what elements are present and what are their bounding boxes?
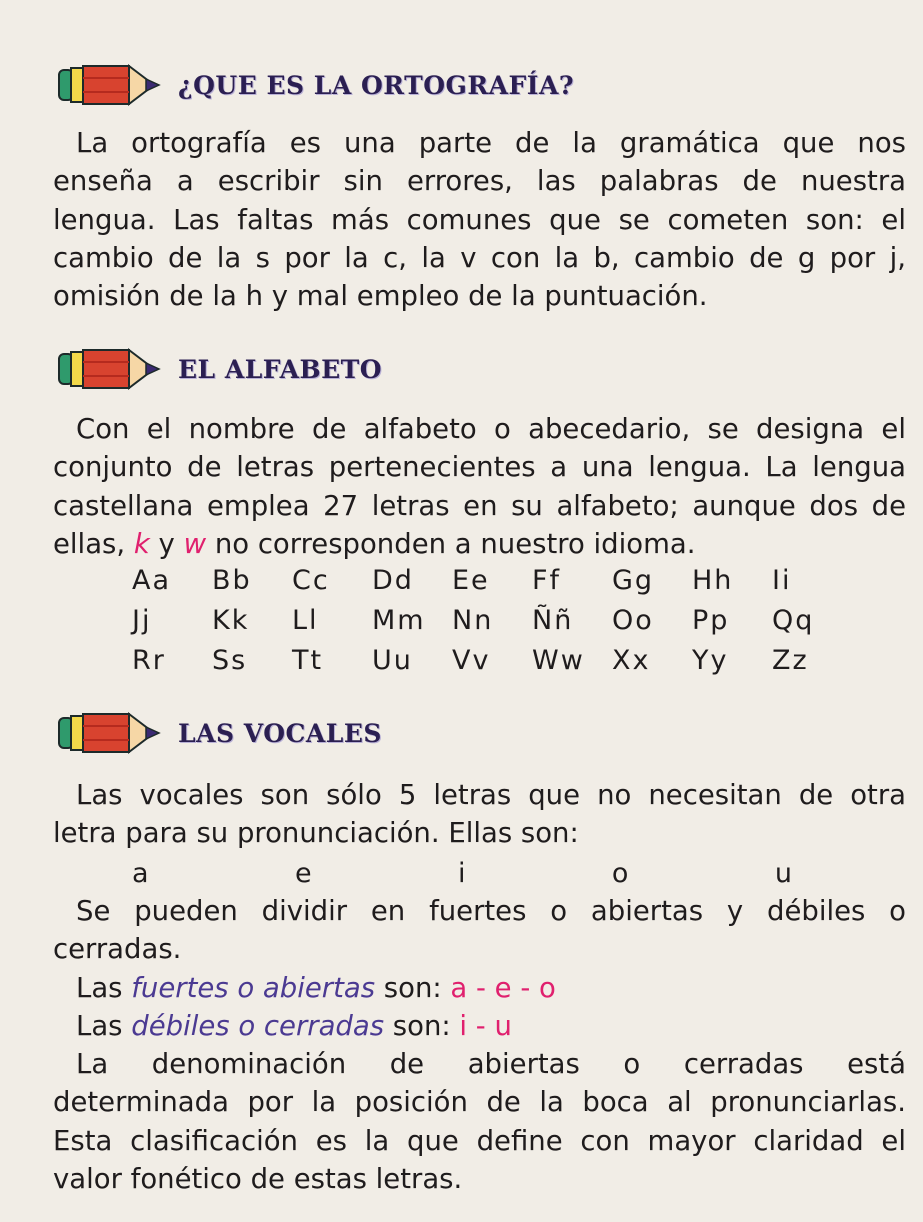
alphabet-row (132, 641, 852, 681)
alphabet-letter: Jj (132, 605, 152, 636)
vowel-list (132, 858, 792, 889)
alphabet-letter: Dd (372, 565, 414, 596)
section-heading-alfabeto (56, 344, 382, 394)
paragraph-ortografia (53, 124, 906, 315)
alphabet-letter: Hh (692, 565, 734, 596)
text-line: Las vocales son sólo 5 letras que no necesitan de otra (76, 779, 906, 811)
text-line: castellana emplea 27 letras en su alfabeto; aunque dos de (53, 489, 906, 522)
alphabet-letter: Aa (132, 565, 172, 596)
text-line: Esta clasificación es la que define con mayor claridad el (53, 1124, 906, 1157)
alphabet-letter: Ii (772, 565, 792, 596)
heading-text: EL ALFABETO (178, 354, 383, 384)
text-line: La ortografía es una parte de la gramática que nos (76, 127, 906, 159)
vowel-letter: i (457, 858, 466, 889)
text-line: Se pueden dividir en fuertes o abiertas y débiles o (76, 895, 906, 927)
alphabet-letter: Qq (772, 605, 815, 636)
alphabet-letter: Ee (452, 565, 490, 596)
heading-text: LAS VOCALES (178, 718, 382, 748)
alphabet-letter: Uu (372, 645, 413, 676)
text-line: cambio de la s por la c, la v con la b, cambio de g por j, (53, 241, 906, 274)
text-line: lengua. Las faltas más comunes que se cometen son: el (53, 203, 906, 236)
strong-vowels-value: a - e - o (450, 971, 556, 1004)
alphabet-letter: Pp (692, 605, 730, 636)
text-fragment: ellas, (53, 527, 134, 560)
letter-w: w (183, 527, 207, 560)
weak-vowels-line (53, 1007, 906, 1045)
alphabet-letter: Yy (692, 645, 729, 676)
strong-vowels-line (53, 969, 906, 1007)
text-line: determinada por la posición de la boca al pronunciarlas. (53, 1086, 906, 1119)
text-line: conjunto de letras pertenecientes a una lengua. La lengua (53, 451, 906, 484)
alphabet-letter: Oo (612, 605, 654, 636)
alphabet-letter: Gg (612, 565, 655, 596)
text-fragment: Las (76, 1009, 132, 1042)
alphabet-row (132, 601, 852, 641)
alphabet-letter: Ss (212, 645, 248, 676)
text-fragment: y (149, 527, 184, 560)
pencil-icon (56, 708, 164, 758)
text-line: cerradas. (53, 933, 182, 966)
alphabet-letter: Nn (452, 605, 494, 636)
vowel-letter: e (294, 858, 312, 889)
paragraph-vocales-intro (53, 776, 906, 853)
alphabet-letter: Ff (532, 565, 562, 596)
alphabet-grid (132, 561, 852, 681)
alphabet-letter: Xx (612, 645, 651, 676)
text-line (53, 525, 906, 563)
alphabet-letter: Ll (292, 605, 319, 636)
section-heading-vocales (56, 708, 382, 758)
alphabet-letter: Bb (212, 565, 252, 596)
text-line: valor fonético de estas letras. (53, 1163, 463, 1196)
text-line: La denominación de abiertas o cerradas está (76, 1048, 906, 1081)
alphabet-letter: Ww (532, 645, 585, 676)
text-fragment: son: (375, 971, 451, 1004)
weak-vowels-value: i - u (459, 1009, 512, 1042)
alphabet-letter: Mm (372, 605, 426, 636)
alphabet-row (132, 561, 852, 601)
section-heading-ortografia (56, 60, 574, 110)
alphabet-letter: Cc (292, 565, 330, 596)
vowel-letter: a (132, 858, 149, 889)
letter-k: k (133, 527, 150, 560)
alphabet-letter: Zz (772, 645, 809, 676)
alphabet-letter: Tt (292, 645, 324, 676)
alphabet-letter: Ññ (532, 605, 574, 636)
text-line: Con el nombre de alfabeto o abecedario, se designa el (76, 413, 906, 445)
pencil-icon (56, 60, 164, 110)
text-line: enseña a escribir sin errores, las palabras de nuestra (53, 165, 906, 198)
alphabet-letter: Rr (132, 645, 166, 676)
weak-vowels-label: débiles o cerradas (131, 1009, 385, 1042)
vowel-letter: o (611, 858, 629, 889)
heading-text: ¿QUE ES LA ORTOGRAFÍA? (178, 70, 574, 100)
alphabet-letter: Vv (452, 645, 491, 676)
text-line: letra para su pronunciación. Ellas son: (53, 817, 579, 850)
text-fragment: son: (384, 1009, 460, 1042)
paragraph-vocales-body (53, 892, 906, 1198)
text-fragment: no corresponden a nuestro idioma. (206, 527, 696, 560)
vowel-letter: u (774, 858, 792, 889)
paragraph-alfabeto (53, 410, 906, 563)
alphabet-letter: Kk (212, 605, 250, 636)
strong-vowels-label: fuertes o abiertas (131, 971, 376, 1004)
pencil-icon (56, 344, 164, 394)
text-line: omisión de la h y mal empleo de la puntuación. (53, 280, 708, 313)
text-fragment: Las (76, 971, 132, 1004)
